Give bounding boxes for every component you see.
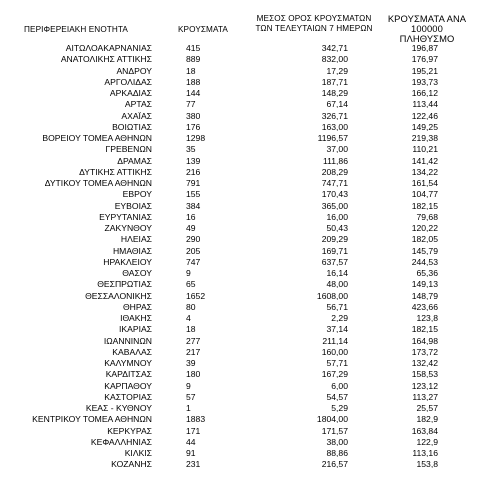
region-cell: ΚΕΑΣ - ΚΥΘΝΟΥ <box>85 403 152 413</box>
avg-cell: 6,00 <box>331 380 348 391</box>
cases-cell: 791 <box>186 178 201 188</box>
cases-cell: 205 <box>186 245 201 256</box>
table-row <box>0 313 482 324</box>
cases-cell: 57 <box>186 391 196 402</box>
region-cell: ΔΥΤΙΚΗΣ ΑΤΤΙΚΗΣ <box>79 166 152 177</box>
avg-cell: 326,71 <box>321 110 348 121</box>
region-cell: ΑΝΔΡΟΥ <box>116 65 152 76</box>
table-row <box>0 459 482 470</box>
avg-cell: 160,00 <box>321 346 348 357</box>
per100k-cell: 145,79 <box>411 245 438 256</box>
region-cell: ΕΥΡΥΤΑΝΙΑΣ <box>99 211 152 222</box>
table-row <box>0 291 482 302</box>
per100k-cell: 182,9 <box>416 414 438 425</box>
table-row <box>0 234 482 245</box>
region-cell: ΗΛΕΙΑΣ <box>120 234 152 245</box>
cases-cell: 9 <box>186 268 191 278</box>
region-cell: ΚΕΡΚΥΡΑΣ <box>107 425 152 436</box>
per100k-cell: 182,15 <box>411 324 438 335</box>
avg-cell: 88,86 <box>326 448 348 458</box>
avg-cell: 148,29 <box>321 88 348 98</box>
table-row <box>0 369 482 380</box>
cases-cell: 216 <box>186 166 201 177</box>
avg-cell: 17,29 <box>326 65 348 76</box>
cases-cell: 4 <box>186 313 191 323</box>
cases-cell: 415 <box>186 43 201 53</box>
region-cell: ΑΡΓΟΛΙΔΑΣ <box>104 76 152 87</box>
avg-cell: 5,29 <box>331 403 348 413</box>
per100k-cell: 79,68 <box>416 211 438 222</box>
cases-cell: 889 <box>186 54 201 65</box>
region-cell: ΚΑΡΠΑΘΟΥ <box>104 380 152 391</box>
per100k-cell: 196,87 <box>411 43 438 53</box>
avg-cell: 57,71 <box>326 358 348 368</box>
table-row <box>0 392 482 403</box>
cases-cell: 180 <box>186 369 201 380</box>
table-row <box>0 257 482 268</box>
per100k-cell: 182,15 <box>411 200 438 211</box>
header-per100k <box>372 14 482 44</box>
avg-cell: 365,00 <box>321 200 348 211</box>
cases-cell: 188 <box>186 76 201 87</box>
per100k-cell: 244,53 <box>411 256 438 267</box>
table-row <box>0 246 482 257</box>
table-row <box>0 66 482 77</box>
cases-cell: 18 <box>186 324 196 335</box>
table-row <box>0 212 482 223</box>
cases-cell: 1 <box>186 403 191 413</box>
table-row <box>0 381 482 392</box>
avg-cell: 37,00 <box>326 144 348 155</box>
region-cell: ΗΜΑΘΙΑΣ <box>112 245 152 256</box>
region-cell: ΘΕΣΠΡΩΤΙΑΣ <box>97 279 152 290</box>
cases-cell: 44 <box>186 436 196 447</box>
region-cell: ΕΒΡΟΥ <box>122 189 152 200</box>
per100k-cell: 166,12 <box>411 88 438 98</box>
cases-cell: 290 <box>186 234 201 245</box>
cases-cell: 176 <box>186 121 201 132</box>
avg-cell: 170,43 <box>321 189 348 200</box>
region-cell: ΖΑΚΥΝΘΟΥ <box>104 223 152 233</box>
region-cell: ΚΕΦΑΛΛΗΝΙΑΣ <box>90 436 152 447</box>
per100k-cell: 123,8 <box>416 313 438 323</box>
table-row <box>0 336 482 347</box>
table-row <box>0 358 482 369</box>
per100k-cell: 153,8 <box>416 459 438 470</box>
region-cell: ΚΙΛΚΙΣ <box>124 448 152 458</box>
table-row <box>0 403 482 414</box>
cases-cell: 16 <box>186 211 196 222</box>
per100k-cell: 164,98 <box>411 335 438 346</box>
avg-cell: 48,00 <box>326 279 348 290</box>
region-cell: ΚΑΒΑΛΑΣ <box>112 346 152 357</box>
per100k-cell: 148,79 <box>411 290 438 301</box>
header-avg-line2: ΤΩΝ ΤΕΛΕΥΤΑΙΩΝ 7 ΗΜΕΡΩΝ <box>255 24 373 33</box>
cases-cell: 9 <box>186 380 191 391</box>
avg-cell: 169,71 <box>321 245 348 256</box>
region-cell: ΘΕΣΣΑΛΟΝΙΚΗΣ <box>85 290 152 301</box>
table-row <box>0 167 482 178</box>
region-cell: ΔΡΑΜΑΣ <box>117 155 152 166</box>
avg-cell: 111,86 <box>322 155 348 166</box>
per100k-cell: 113,27 <box>412 391 438 402</box>
header-per100k-line2: ΠΛΗΘΥΣΜΟ <box>399 33 455 44</box>
avg-cell: 1196,57 <box>317 133 348 143</box>
region-cell: ΙΩΑΝΝΙΝΩΝ <box>103 335 152 346</box>
table-row <box>0 111 482 122</box>
avg-cell: 54,57 <box>326 391 348 402</box>
avg-cell: 209,29 <box>321 234 348 245</box>
region-cell: ΑΡΚΑΔΙΑΣ <box>109 88 152 98</box>
header-region: ΠΕΡΙΦΕΡΕΙΑΚΗ ΕΝΟΤΗΤΑ <box>24 25 128 34</box>
cases-cell: 18 <box>186 65 196 76</box>
cases-cell: 1652 <box>186 290 206 301</box>
table-row <box>0 77 482 88</box>
cases-cell: 139 <box>186 155 201 166</box>
region-cell: ΒΟΙΩΤΙΑΣ <box>112 121 152 132</box>
region-cell: ΚΑΣΤΟΡΙΑΣ <box>104 391 152 402</box>
per100k-cell: 161,54 <box>411 178 438 188</box>
avg-cell: 50,43 <box>326 223 348 233</box>
per100k-cell: 113,16 <box>412 448 438 458</box>
region-cell: ΘΑΣΟΥ <box>122 268 152 278</box>
avg-cell: 163,00 <box>321 121 348 132</box>
region-cell: ΔΥΤΙΚΟΥ ΤΟΜΕΑ ΑΘΗΝΩΝ <box>44 178 152 188</box>
per100k-cell: 176,97 <box>411 54 438 65</box>
avg-cell: 56,71 <box>326 301 348 312</box>
per100k-cell: 122,46 <box>411 110 438 121</box>
avg-cell: 1608,00 <box>316 290 348 301</box>
cases-cell: 747 <box>186 256 201 267</box>
cases-cell: 217 <box>186 346 201 357</box>
per100k-cell: 163,84 <box>411 425 438 436</box>
avg-cell: 171,57 <box>321 425 348 436</box>
table-row <box>0 414 482 425</box>
per100k-cell: 149,25 <box>411 121 438 132</box>
avg-cell: 342,71 <box>321 43 348 53</box>
cases-cell: 1883 <box>186 414 206 425</box>
avg-cell: 16,00 <box>326 211 348 222</box>
per100k-cell: 423,66 <box>411 301 438 312</box>
cases-cell: 91 <box>186 448 196 458</box>
cases-cell: 39 <box>186 358 196 368</box>
region-cell: ΙΚΑΡΙΑΣ <box>118 324 152 335</box>
table-row <box>0 144 482 155</box>
per100k-cell: 132,42 <box>411 358 438 368</box>
region-cell: ΘΗΡΑΣ <box>122 301 152 312</box>
cases-cell: 35 <box>186 144 196 155</box>
avg-cell: 38,00 <box>326 436 348 447</box>
table-row <box>0 347 482 358</box>
cases-cell: 77 <box>186 99 196 110</box>
avg-cell: 167,29 <box>321 369 348 380</box>
cases-cell: 49 <box>186 223 196 233</box>
region-cell: ΑΧΑΪΑΣ <box>121 110 152 121</box>
cases-cell: 171 <box>186 425 201 436</box>
table-row <box>0 54 482 65</box>
avg-cell: 1804,00 <box>316 414 348 425</box>
table-row <box>0 189 482 200</box>
table-row <box>0 156 482 167</box>
table-row <box>0 99 482 110</box>
cases-cell: 1298 <box>186 133 206 143</box>
table-row <box>0 448 482 459</box>
avg-cell: 16,14 <box>326 268 348 278</box>
avg-cell: 832,00 <box>321 54 348 65</box>
avg-cell: 747,71 <box>321 178 348 188</box>
avg-cell: 211,14 <box>322 335 348 346</box>
table-row <box>0 178 482 189</box>
table-row <box>0 437 482 448</box>
cases-cell: 231 <box>186 459 201 470</box>
table-row <box>0 122 482 133</box>
per100k-cell: 193,73 <box>411 76 438 87</box>
per100k-cell: 141,42 <box>411 155 438 166</box>
region-cell: ΒΟΡΕΙΟΥ ΤΟΜΕΑ ΑΘΗΝΩΝ <box>42 133 152 143</box>
table-body <box>0 43 482 471</box>
cases-cell: 380 <box>186 110 201 121</box>
avg-cell: 208,29 <box>321 166 348 177</box>
avg-cell: 37,14 <box>326 324 348 335</box>
per100k-cell: 123,12 <box>411 380 438 391</box>
per100k-cell: 219,38 <box>411 133 438 143</box>
cases-cell: 277 <box>186 335 201 346</box>
avg-cell: 2,29 <box>331 313 348 323</box>
region-cell: ΚΑΛΥΜΝΟΥ <box>104 358 152 368</box>
cases-cell: 384 <box>186 200 201 211</box>
avg-cell: 187,71 <box>321 76 348 87</box>
per100k-cell: 182,05 <box>411 234 438 245</box>
table-row <box>0 88 482 99</box>
table-row <box>0 223 482 234</box>
per100k-cell: 65,36 <box>416 268 438 278</box>
avg-cell: 216,57 <box>321 459 348 470</box>
per100k-cell: 25,57 <box>416 403 438 413</box>
header-avg <box>255 14 373 34</box>
table-row <box>0 133 482 144</box>
avg-cell: 637,57 <box>321 256 348 267</box>
region-cell: ΑΙΤΩΛΟΑΚΑΡΝΑΝΙΑΣ <box>65 43 152 53</box>
table-row <box>0 201 482 212</box>
per100k-cell: 122,9 <box>416 436 438 447</box>
avg-cell: 67,14 <box>326 99 348 110</box>
per100k-cell: 134,22 <box>411 166 438 177</box>
cases-cell: 65 <box>186 279 196 290</box>
per100k-cell: 110,21 <box>412 144 438 155</box>
table-row <box>0 43 482 54</box>
table-row <box>0 268 482 279</box>
per100k-cell: 158,53 <box>411 369 438 380</box>
region-cell: ΑΡΤΑΣ <box>124 99 152 110</box>
cases-cell: 155 <box>186 189 201 200</box>
region-cell: ΙΘΑΚΗΣ <box>120 313 152 323</box>
per100k-cell: 195,21 <box>411 65 438 76</box>
per100k-cell: 104,77 <box>411 189 438 200</box>
region-cell: ΓΡΕΒΕΝΩΝ <box>105 144 152 155</box>
table-row <box>0 324 482 335</box>
region-cell: ΚΑΡΔΙΤΣΑΣ <box>105 369 152 380</box>
per100k-cell: 173,72 <box>411 346 438 357</box>
cases-cell: 144 <box>186 88 201 98</box>
region-cell: ΚΟΖΑΝΗΣ <box>111 459 152 470</box>
header-per100k-line1: ΚΡΟΥΣΜΑΤΑ ΑΝΑ 100000 <box>387 13 467 34</box>
cases-cell: 80 <box>186 301 196 312</box>
header-avg-line1: ΜΕΣΟΣ ΟΡΟΣ ΚΡΟΥΣΜΑΤΩΝ <box>256 14 372 23</box>
header-cases: ΚΡΟΥΣΜΑΤΑ <box>178 25 228 34</box>
table-row <box>0 279 482 290</box>
region-cell: ΑΝΑΤΟΛΙΚΗΣ ΑΤΤΙΚΗΣ <box>60 54 152 65</box>
table-row <box>0 302 482 313</box>
region-cell: ΕΥΒΟΙΑΣ <box>114 200 152 211</box>
per100k-cell: 113,44 <box>412 99 438 110</box>
table-row <box>0 426 482 437</box>
per100k-cell: 149,13 <box>411 279 438 290</box>
per100k-cell: 120,22 <box>411 223 438 233</box>
region-cell: ΗΡΑΚΛΕΙΟΥ <box>103 256 152 267</box>
region-cell: ΚΕΝΤΡΙΚΟΥ ΤΟΜΕΑ ΑΘΗΝΩΝ <box>32 414 152 425</box>
